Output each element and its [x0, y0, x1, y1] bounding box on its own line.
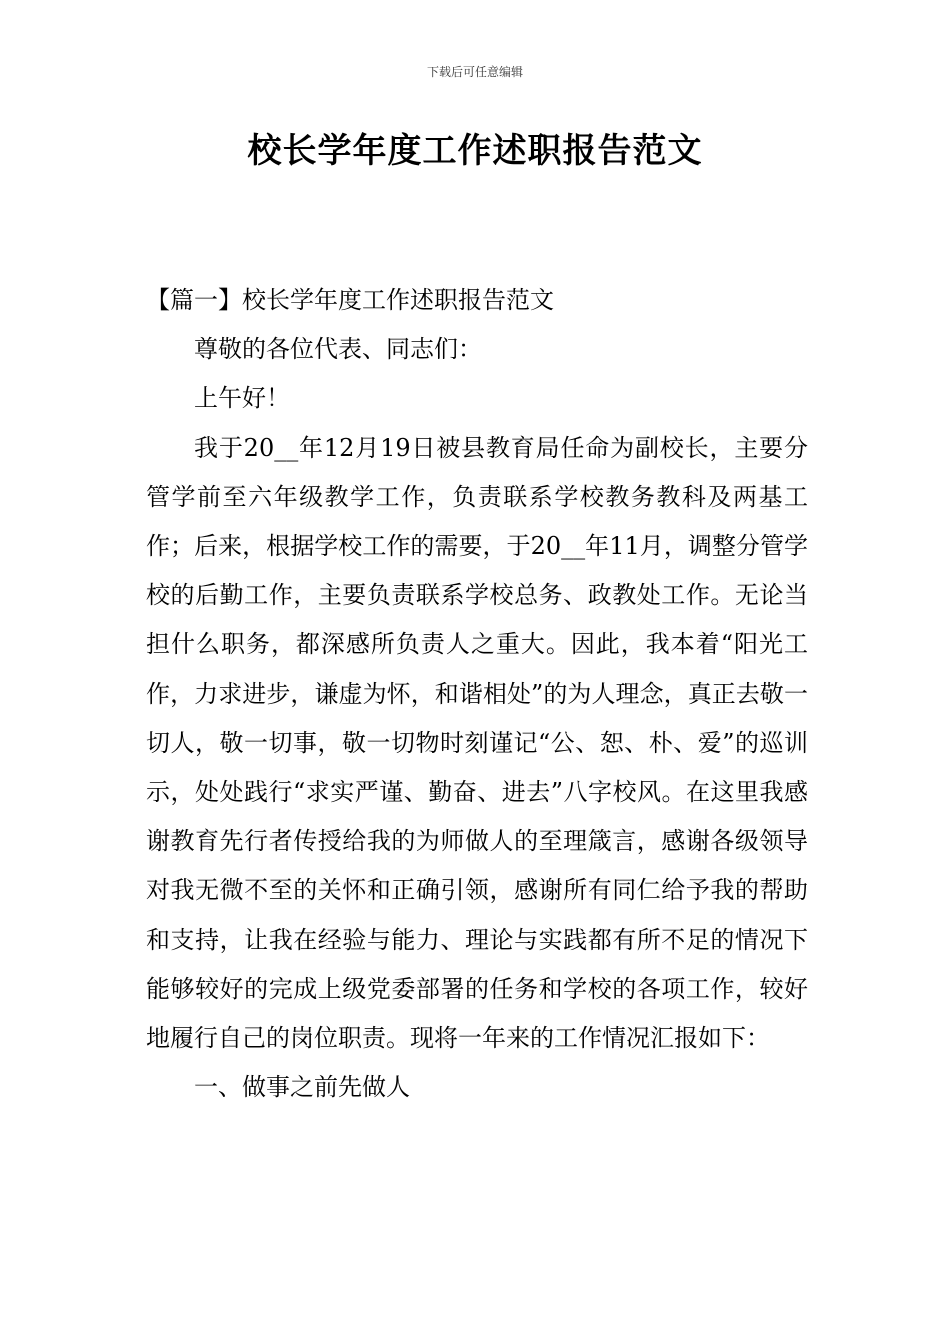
document-title: 校长学年度工作述职报告范文: [247, 131, 703, 171]
main-paragraph: 我于20__年12月19日被县教育局任命为副校长，主要分管学前至六年级教学工作，负责联系学校教务教科及两基工作；后来，根据学校工作的需要，于20__年11月，调整分管学校的后勤工作，主要负责联系学校总务、政教处工作。无论当担什么职务，都深感所负责人之重大。因此，我本着“阳光工作，力求进步，谦虚为怀，和谐相处”的为人理念，真正去敬一切人，敬一切事，敬一切物时刻谨记“公、恕、朴、爱”的巡训示，处处践行“求实严谨、勤奋、进去”八字校风。在这里我感谢教育先行者传授给我的为师做人的至理箴言，感谢各级领导对我无微不至的关怀和正确引领，感谢所有同仁给予我的帮助和支持，让我在经验与能力、理论与实践都有所不足的情况下能够较好的完成上级党委部署的任务和学校的各项工作，较好地履行自己的岗位职责。现将一年来的工作情况汇报如下：: [146, 433, 808, 1053]
subheading-1: 一、做事之前先做人: [194, 1073, 410, 1102]
section-heading: 【篇一】校长学年度工作述职报告范文: [146, 286, 554, 314]
greeting: 上午好！: [194, 384, 290, 413]
salutation: 尊敬的各位代表、同志们：: [194, 335, 482, 364]
document-body: [146, 276, 808, 1112]
header-note: 下载后可任意编辑: [426, 65, 523, 79]
